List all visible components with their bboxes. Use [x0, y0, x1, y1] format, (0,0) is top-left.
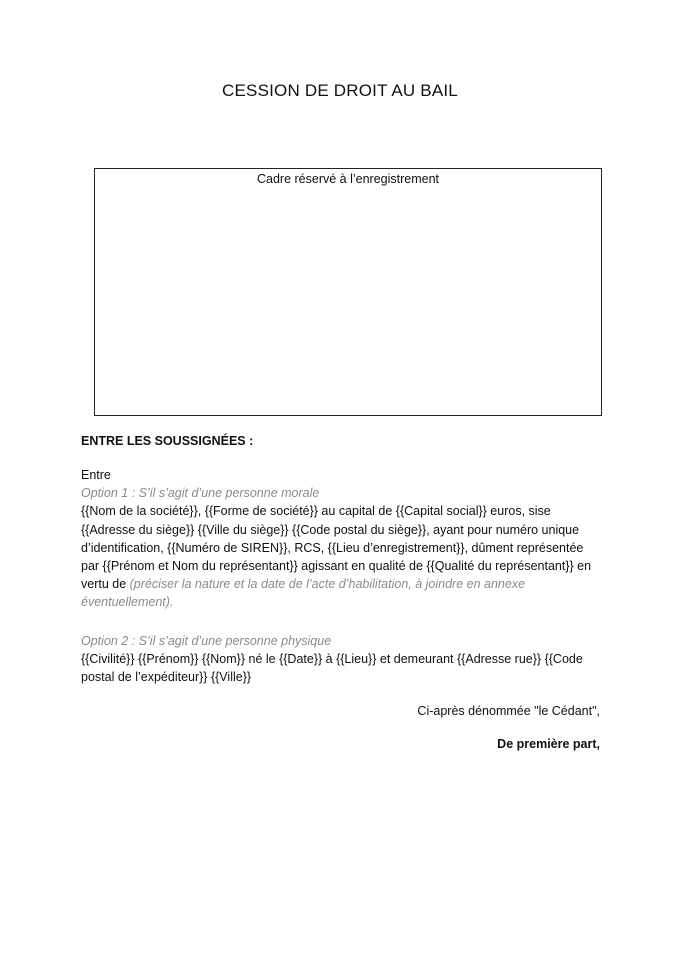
option2-label: Option 2 : S’il s’agit d’une personne physique [81, 633, 332, 648]
option1-note: (préciser la nature et la date de l’acte d’habilitation, à joindre en annexe éventuellement). [81, 577, 526, 610]
option1-paragraph [81, 502, 601, 611]
option1-label: Option 1 : S’il s’agit d’une personne morale [81, 486, 320, 501]
registration-box-label: Cadre réservé à l’enregistrement [256, 172, 440, 186]
closing-designation: Ci-après dénommée "le Cédant", [417, 704, 600, 718]
parties-body [81, 466, 601, 686]
document-title: CESSION DE DROIT AU BAIL [222, 81, 458, 100]
closing-part: De première part, [497, 737, 600, 751]
registration-box [94, 168, 602, 416]
option1-text: {{Nom de la société}}, {{Forme de société}} au capital de {{Capital social}} euros, sise {{Adresse du siège}} {{Ville du siège}} {{Code postal du siège}}, ayant pour numéro unique d’identification, {{Numéro de SIREN}}, RCS, {{Lieu d’enregistrement}}, dûment représentée par {{Prénom et Nom du représentant}} agissant en qualité de {{Qualité du représentant}} en vertu de [81, 504, 592, 592]
option2-text: {{Civilité}} {{Prénom}} {{Nom}} né le {{Date}} à {{Lieu}} et demeurant {{Adresse rue}} {{Code postal de l’expéditeur}} {{Ville}} [81, 651, 583, 685]
parties-heading: ENTRE LES SOUSSIGNÉES : [81, 434, 254, 448]
spacer [81, 612, 601, 632]
intro-text: Entre [81, 468, 111, 482]
